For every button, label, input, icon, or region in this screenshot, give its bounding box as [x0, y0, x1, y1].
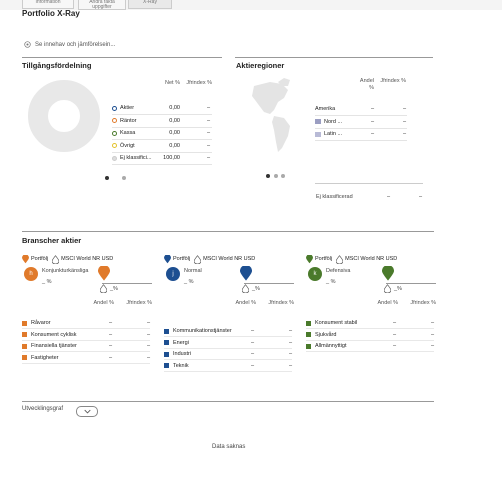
dev-graph-no-data: Data saknas — [212, 444, 246, 450]
world-map — [248, 76, 308, 156]
regions-title: Aktieregioner — [236, 61, 285, 70]
sector-icon — [164, 340, 169, 345]
region-row-label: Nord ... — [324, 118, 343, 125]
portfolio-marker-icon — [98, 266, 110, 282]
sector-legend — [306, 254, 397, 264]
sector-legend — [164, 254, 255, 264]
sector-item-index: – — [430, 320, 434, 326]
sector-item-label: Fastigheter — [31, 354, 59, 361]
regions-unclassified-index: – — [418, 194, 422, 200]
pager-dot-active[interactable] — [266, 174, 270, 178]
sector-item — [164, 338, 189, 348]
sector-col-index: Jfrindex % — [126, 300, 152, 306]
region-row — [315, 129, 342, 139]
legend-portfolio-label: Portfölj — [173, 256, 191, 262]
sector-col-index: Jfrindex % — [268, 300, 294, 306]
sector-item-index: – — [146, 354, 150, 361]
sector-item — [306, 330, 336, 340]
legend-portfolio-label: Portfölj — [31, 256, 49, 262]
sector-col-index: Jfrindex % — [410, 300, 436, 306]
sector-col-andel: Andel % — [235, 300, 256, 306]
sector-item-label: Finansiella tjänster — [31, 343, 77, 349]
sector-item-index: – — [288, 351, 292, 357]
asset-row — [112, 128, 135, 138]
sector-item-andel: – — [250, 362, 254, 369]
regions-unclassified-label: Ej klassificerad — [316, 194, 353, 200]
sector-col-andel: Andel % — [377, 300, 398, 306]
sector-group-value: _ % — [42, 279, 52, 285]
sector-group-value: _ % — [184, 279, 194, 285]
eye-icon — [24, 41, 31, 48]
sector-item-index: – — [288, 328, 292, 334]
legend-portfolio-label: Portfölj — [315, 256, 333, 262]
sector-item-andel: – — [108, 354, 112, 361]
regions-col-index: Jfrindex % — [380, 78, 406, 84]
scale-line — [244, 283, 294, 284]
divider — [22, 57, 222, 58]
asset-row-label: Kassa — [120, 130, 136, 136]
pager-dot[interactable] — [281, 174, 285, 178]
sector-group-name: Defensiva — [326, 268, 351, 274]
sector-icon — [306, 321, 311, 326]
sector-item — [306, 341, 347, 351]
legend-dot-icon — [112, 118, 117, 123]
sector-item-label: Industri — [173, 351, 192, 357]
legend-dot-icon — [112, 156, 117, 161]
sector-item-label: Konsument cyklisk — [31, 331, 77, 338]
row-divider — [22, 363, 150, 364]
sector-icon — [164, 363, 169, 368]
legend-dot-icon — [112, 131, 117, 136]
tab-x-ray[interactable]: X-Ray — [128, 0, 172, 9]
legend-square-icon — [315, 132, 321, 137]
region-row-andel: – — [370, 131, 374, 137]
asset-col-index: Jfrindex % — [186, 80, 212, 86]
index-drop-icon — [336, 255, 343, 264]
asset-row — [112, 153, 151, 163]
legend-square-icon — [315, 119, 321, 124]
sector-icon — [22, 355, 27, 360]
region-row-label: Latin ... — [324, 131, 343, 137]
regions-unclassified-andel: – — [386, 194, 390, 200]
sector-item — [22, 353, 59, 363]
region-row-label: Amerika — [315, 106, 336, 112]
region-row-index: – — [402, 131, 406, 137]
region-row-index: – — [402, 118, 406, 125]
sector-item-label: Råvaror — [31, 320, 51, 326]
index-marker-icon — [384, 284, 391, 293]
asset-row-index: – — [206, 142, 210, 149]
index-drop-icon — [194, 255, 201, 264]
region-row-andel: – — [370, 118, 374, 125]
sector-item — [306, 318, 357, 328]
region-row — [315, 104, 335, 114]
sector-icon — [306, 344, 311, 349]
scale-line — [386, 283, 436, 284]
sector-item-andel: – — [392, 331, 396, 338]
asset-col-net: Net % — [165, 80, 180, 86]
sector-item-andel: – — [250, 328, 254, 334]
region-row-andel: – — [370, 106, 374, 112]
sector-item — [22, 330, 77, 340]
pager-dot-active[interactable] — [105, 176, 109, 180]
divider — [235, 57, 433, 58]
regions-col-andel: Andel % — [359, 78, 374, 91]
asset-row — [112, 116, 137, 126]
asset-pager — [105, 176, 129, 182]
sector-group-name: Normal — [184, 268, 202, 274]
portfolio-pin-icon — [22, 255, 29, 264]
asset-row — [112, 141, 135, 151]
compare-link[interactable]: Se innehav och jämförelsein... — [24, 41, 115, 48]
sector-group-index-value: _% — [394, 286, 402, 292]
sector-item — [164, 349, 191, 359]
asset-donut-chart — [28, 80, 100, 152]
divider — [315, 183, 423, 184]
sector-item-label: Teknik — [173, 362, 189, 369]
sector-item-label: Allmännyttigt — [315, 343, 347, 349]
row-divider — [164, 371, 292, 372]
sector-item — [22, 318, 51, 328]
tab-information[interactable]: Information — [22, 0, 74, 9]
regions-pager — [266, 174, 288, 180]
divider — [22, 231, 434, 232]
sector-item — [164, 361, 189, 371]
sector-icon — [164, 329, 169, 334]
asset-row-label: Ej klassifici... — [120, 155, 152, 161]
row-divider — [315, 140, 407, 141]
region-row-index: – — [402, 106, 406, 112]
sector-item-label: Energi — [173, 339, 189, 346]
sector-item-andel: – — [392, 343, 396, 349]
sector-item-index: – — [146, 331, 150, 338]
scale-line — [102, 283, 152, 284]
sector-item-index: – — [430, 343, 434, 349]
asset-row-label: Övrigt — [120, 142, 135, 149]
sector-item — [22, 341, 77, 351]
sector-badge-icon: h — [24, 267, 38, 281]
sector-item-label: Sjukvård — [315, 331, 337, 338]
index-marker-icon — [242, 284, 249, 293]
index-marker-icon — [100, 284, 107, 293]
asset-row-index: – — [206, 117, 210, 124]
sector-icon — [306, 332, 311, 337]
sector-item-index: – — [288, 362, 292, 369]
sector-group-name: Konjunkturkänsliga — [42, 268, 89, 274]
sector-item-andel: – — [108, 343, 112, 349]
pager-dot[interactable] — [274, 174, 278, 178]
sector-item-label: Konsument stabil — [315, 320, 358, 326]
legend-dot-icon — [112, 143, 117, 148]
asset-row-label: Räntor — [120, 117, 137, 124]
sector-badge-icon: j — [166, 267, 180, 281]
portfolio-marker-icon — [382, 266, 394, 282]
sector-col-andel: Andel % — [93, 300, 114, 306]
row-divider — [306, 351, 434, 352]
sector-item-andel: – — [250, 351, 254, 357]
sector-group-index-value: _% — [252, 286, 260, 292]
tab-andra-fakta[interactable]: Andra fakta uppgifter — [78, 0, 126, 10]
portfolio-pin-icon — [306, 255, 313, 264]
sector-item-index: – — [146, 320, 150, 326]
asset-row-label: Aktier — [120, 105, 135, 111]
sectors-title: Branscher aktier — [22, 236, 82, 245]
sector-item-andel: – — [108, 331, 112, 338]
sector-item-andel: – — [250, 339, 254, 346]
sector-item-andel: – — [108, 320, 112, 326]
chevron-down-icon — [84, 409, 91, 414]
legend-dot-icon — [112, 106, 117, 111]
region-row — [315, 117, 342, 127]
asset-row-net: 0,00 — [169, 117, 180, 124]
sector-badge-icon: k — [308, 267, 322, 281]
asset-row-index: – — [206, 155, 210, 161]
dev-graph-title: Utvecklingsgraf — [22, 406, 64, 412]
sector-icon — [22, 321, 27, 326]
sector-item-index: – — [288, 339, 292, 346]
dev-graph-toggle[interactable] — [76, 406, 98, 417]
asset-row-net: 0,00 — [169, 105, 180, 111]
sector-icon — [164, 352, 169, 357]
asset-row-net: 100,00 — [163, 155, 180, 161]
legend-index-label: MSCI World NR USD — [345, 256, 398, 262]
row-divider — [112, 164, 212, 165]
pager-dot[interactable] — [114, 176, 118, 180]
sector-item-andel: – — [392, 320, 396, 326]
sector-legend — [22, 254, 113, 264]
sector-item — [164, 326, 232, 336]
portfolio-marker-icon — [240, 266, 252, 282]
index-drop-icon — [52, 255, 59, 264]
sector-icon — [22, 332, 27, 337]
asset-row — [112, 103, 134, 113]
asset-row-net: 0,00 — [169, 130, 180, 136]
asset-row-net: 0,00 — [169, 142, 180, 149]
asset-alloc-title: Tillgångsfördelning — [22, 61, 92, 70]
sector-icon — [22, 344, 27, 349]
pager-dot[interactable] — [122, 176, 126, 180]
sector-group-value: _ % — [326, 279, 336, 285]
sector-item-index: – — [146, 343, 150, 349]
sector-item-label: Kommunikationstjänster — [173, 328, 232, 334]
sector-group-index-value: _% — [110, 286, 118, 292]
asset-row-index: – — [206, 105, 210, 111]
divider — [22, 401, 434, 402]
legend-index-label: MSCI World NR USD — [203, 256, 256, 262]
sector-item-index: – — [430, 331, 434, 338]
page-title: Portfolio X-Ray — [22, 9, 80, 18]
asset-row-index: – — [206, 130, 210, 136]
portfolio-pin-icon — [164, 255, 171, 264]
legend-index-label: MSCI World NR USD — [61, 256, 114, 262]
